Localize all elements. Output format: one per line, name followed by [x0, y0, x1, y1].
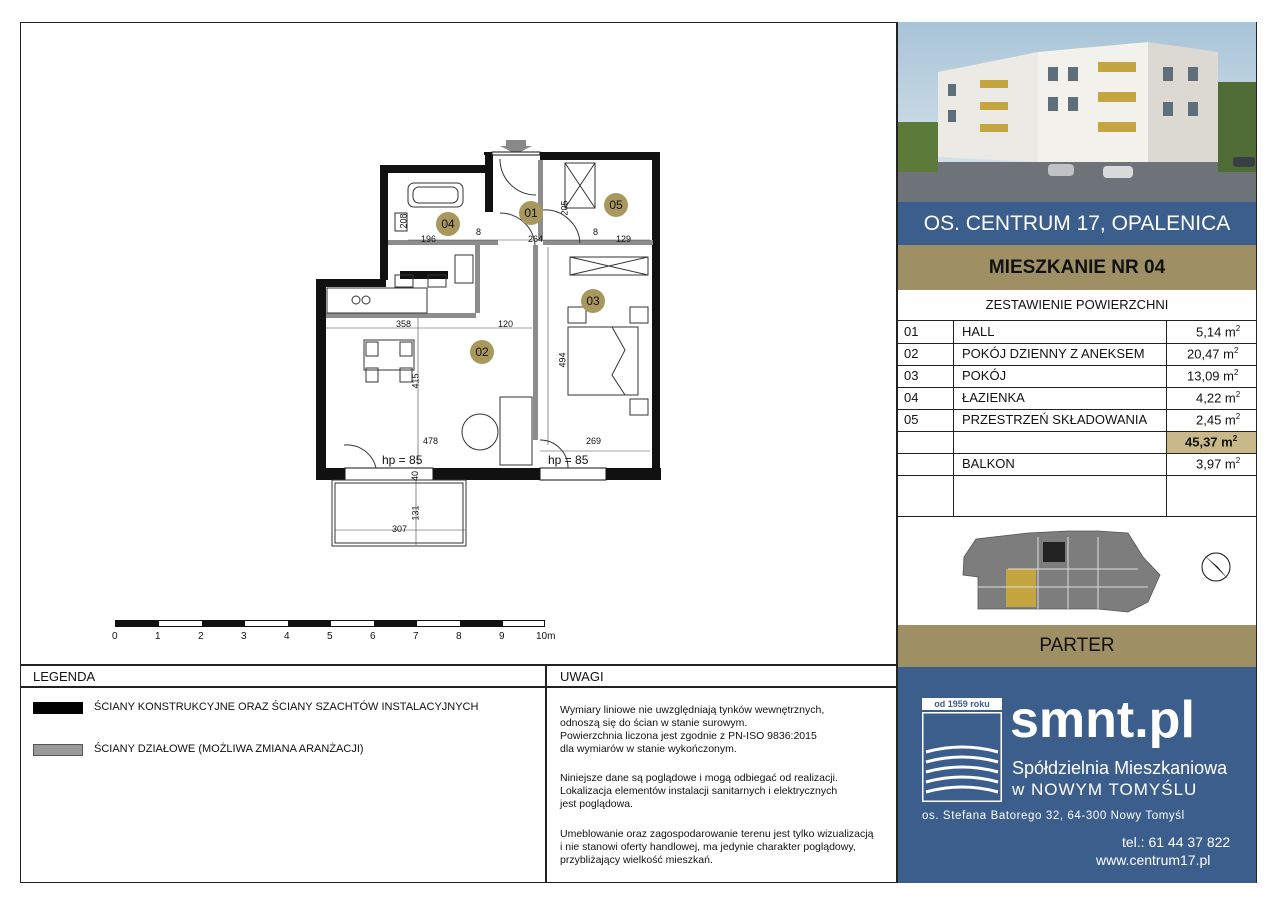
dim-label: 120: [498, 319, 514, 329]
scale-labels: 0 1 2 3 4 5 6 7 8 9 10m: [112, 631, 556, 642]
room-tag-05: 05: [604, 193, 628, 217]
apartment-title: MIESZKANIE NR 04: [898, 245, 1256, 290]
dim-label: 415: [410, 373, 421, 389]
balcony-outline: [332, 480, 466, 546]
area-row: 04 ŁAZIENKA 4,22 $m^2$: [904, 390, 1241, 406]
dim-label: 196: [421, 234, 437, 244]
dim-label: 494: [557, 352, 568, 368]
room-tag-01: 01: [519, 201, 543, 225]
room-tag-04: 04: [436, 212, 460, 236]
room-tag-02: 02: [470, 340, 494, 364]
building-logo-icon: [922, 712, 1002, 802]
dim-label: 478: [423, 436, 439, 446]
brand-line2: w NOWYM TOMYŚLU: [1012, 780, 1198, 799]
brand-website[interactable]: www.centrum17.pl: [1096, 852, 1211, 868]
sill-height-label: hp = 85: [548, 453, 589, 467]
dim-label: 269: [586, 436, 602, 446]
dim-label: 208: [398, 213, 409, 229]
remarks-paragraph-2: Niniejsze dane są poglądowe i mogą odbiegać od realizacji. Lokalizacja elementów instalacji sanitarnych i elektrycznych jest poglądowa.: [560, 772, 838, 810]
brand-logo: smnt.pl: [1010, 691, 1195, 749]
dim-label: 264: [528, 234, 544, 244]
balcony-row: BALKON 3,97 $m^2$: [962, 456, 1241, 472]
bottom-panel-divider: [20, 664, 897, 666]
key-plan: [898, 517, 1256, 625]
dim-label: 8: [476, 227, 482, 237]
building-rendering: [898, 22, 1256, 202]
since-badge: od 1959 roku: [922, 698, 1002, 710]
legend-item-structural: ŚCIANY KONSTRUKCYJNE ORAZ ŚCIANY SZACHTÓW INSTALACYJNYCH: [94, 701, 479, 713]
dim-label: 131: [410, 505, 421, 521]
legend-remarks-divider: [545, 664, 547, 883]
dim-label: 40: [410, 470, 421, 482]
brand-phone: tel.: 61 44 37 822: [1122, 834, 1231, 850]
area-row: 01 HALL 5,14 $m^2$: [904, 324, 1241, 340]
brand-address: os. Stefana Batorego 32, 64-300 Nowy Tomyśl: [922, 810, 1185, 822]
scale-bar: [115, 620, 545, 627]
brand-line1: Spółdzielnia Mieszkaniowa: [1012, 758, 1228, 778]
floor-label: PARTER: [898, 625, 1256, 667]
remarks-paragraph-3: Umeblowanie oraz zagospodarowanie terenu jest tylko wizualizacją i nie stanowi oferty handlowej, ma jedynie charakter poglądowy, przybliżający wielkość mieszkań.: [560, 828, 874, 866]
total-area-cell: 45,37 $m^2$: [1167, 431, 1256, 453]
legend-title: LEGENDA: [33, 669, 96, 684]
dim-label: 205: [559, 200, 570, 216]
legend-header-divider: [20, 686, 897, 688]
area-row: 05 PRZESTRZEŃ SKŁADOWANIA 2,45 $m^2$: [904, 412, 1241, 428]
legend-item-partition: ŚCIANY DZIAŁOWE (MOŻLIWA ZMIANA ARANŻACJI): [94, 743, 364, 755]
dim-label: 129: [616, 234, 632, 244]
area-row: 03 POKÓJ 13,09 $m^2$: [904, 368, 1239, 384]
summary-title: ZESTAWIENIE POWIERZCHNI: [985, 297, 1169, 312]
dim-label: 358: [396, 319, 412, 329]
legend-swatch-partition: [33, 744, 83, 756]
legend-swatch-structural: [33, 702, 83, 714]
area-row: 02 POKÓJ DZIENNY Z ANEKSEM 20,47 $m^2$: [904, 346, 1239, 362]
north-arrow-icon: [1202, 553, 1230, 581]
room-tag-03: 03: [581, 289, 605, 313]
sill-height-label: hp = 85: [382, 453, 423, 467]
project-name: OS. CENTRUM 17, OPALENICA: [898, 202, 1256, 245]
dim-label: 307: [392, 524, 408, 534]
remarks-title: UWAGI: [560, 669, 604, 684]
dim-label: 8: [593, 227, 599, 237]
remarks-paragraph-1: Wymiary liniowe nie uwzględniają tynków wewnętrznych, odnoszą się do ścian w stanie surowym. Powierzchnia liczona jest zgodnie z PN-ISO 9836:2015 dla wymiarów w stanie wykończonym.: [560, 704, 825, 755]
